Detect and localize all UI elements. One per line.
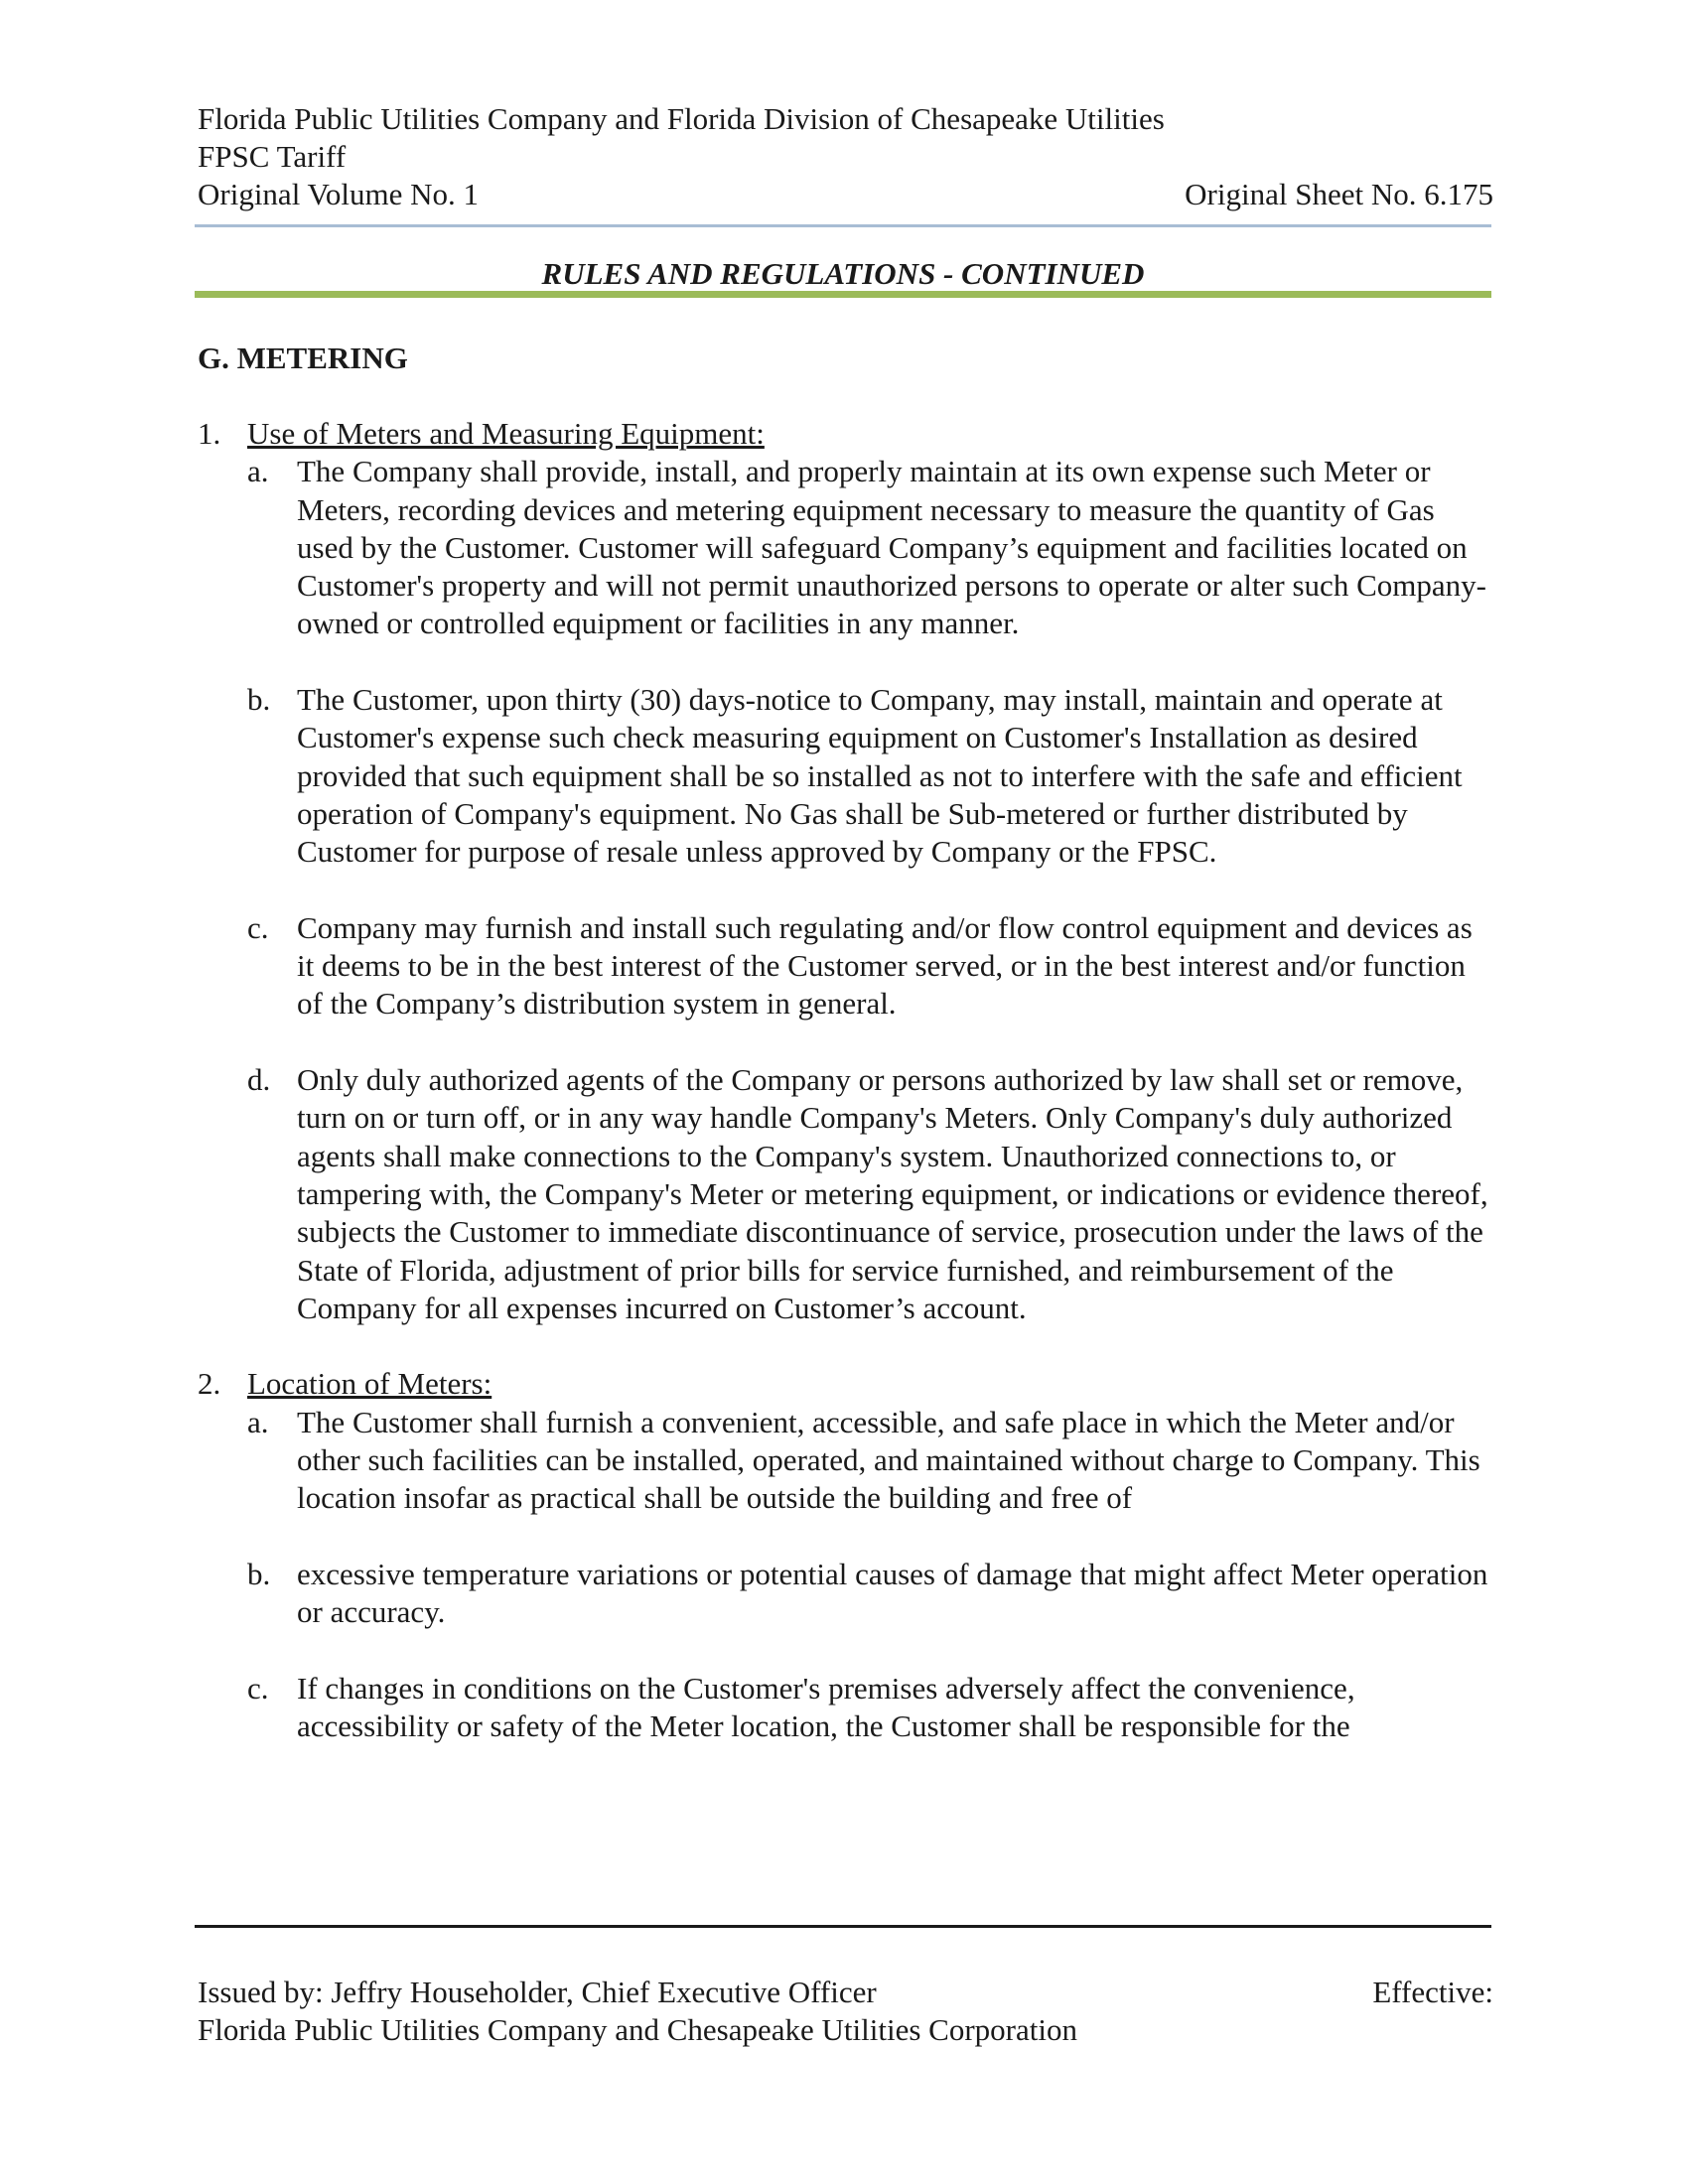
- sub-item: [247, 1404, 1493, 1518]
- sub-item-letter: b.: [247, 1556, 271, 1591]
- list-item: [198, 1365, 1493, 1403]
- header-divider: [195, 224, 1491, 227]
- document-body: [198, 415, 1493, 1745]
- section-banner: RULES AND REGULATIONS - CONTINUED: [541, 256, 1145, 291]
- footer-company: Florida Public Utilities Company and Chesapeake Utilities Corporation: [198, 2012, 1077, 2047]
- sub-item: [247, 1556, 1493, 1632]
- sub-item-letter: d.: [247, 1062, 271, 1098]
- sub-item-text: Company may furnish and install such regulating and/or flow control equipment and devices as it deems to be in the best interest of the Customer served, or in the best interest and/or function of the Company’s distribution system in general.: [297, 909, 1473, 1022]
- sub-item-text: The Customer, upon thirty (30) days-notice to Company, may install, maintain and operate at Customer's expense such check measuring equipment on Customer's Installation as desired provided that such equipment shall be so installed as not to interfere with the safe and efficient operation of Company's equipment. No Gas shall be Sub-metered or further distributed by Customer for purpose of resale unless approved by Company or the FPSC.: [297, 682, 1463, 870]
- list-item: [198, 415, 1493, 453]
- item-heading: Location of Meters:: [247, 1366, 492, 1402]
- footer-issued-by: Issued by: Jeffry Householder, Chief Executive Officer: [198, 1975, 877, 2009]
- header-sheet-number: Original Sheet No. 6.175: [1185, 177, 1493, 211]
- sub-item-text: The Customer shall furnish a convenient, accessible, and safe place in which the Meter and/or other such facilities can be installed, operated, and maintained without charge to Company. This location insofar as practical shall be outside the building and free of: [297, 1404, 1480, 1516]
- sub-item-text: The Company shall provide, install, and properly maintain at its own expense such Meter or Meters, recording devices and metering equipment necessary to measure the quantity of Gas used by the Customer. Customer will safeguard Company’s equipment and facilities located on Customer's property and will not permit unauthorized persons to operate or alter such Company-owned or controlled equipment or facilities in any manner.: [297, 454, 1486, 641]
- sub-item-letter: b.: [247, 682, 271, 718]
- section-title: G. METERING: [198, 341, 408, 375]
- sub-item: [247, 1670, 1493, 1746]
- header-company-line: Florida Public Utilities Company and Florida Division of Chesapeake Utilities: [198, 101, 1165, 136]
- sub-item: [247, 1061, 1493, 1327]
- header-tariff-line: FPSC Tariff: [198, 139, 347, 174]
- sub-item: [247, 909, 1493, 1024]
- sub-item: [247, 681, 1493, 871]
- item-heading: Use of Meters and Measuring Equipment:: [247, 416, 765, 451]
- banner-divider: [195, 291, 1491, 298]
- footer-effective: Effective:: [1372, 1975, 1493, 2009]
- sub-item-letter: c.: [247, 909, 269, 945]
- header-volume: Original Volume No. 1: [198, 177, 480, 211]
- sub-item-letter: a.: [247, 1404, 269, 1439]
- sub-item-text: If changes in conditions on the Customer's premises adversely affect the convenience, accessibility or safety of the Meter location, the Customer shall be responsible for the: [297, 1670, 1355, 1744]
- sub-item-letter: c.: [247, 1670, 269, 1706]
- sub-item-text: excessive temperature variations or potential causes of damage that might affect Meter operation or accuracy.: [297, 1556, 1488, 1630]
- sub-item-text: Only duly authorized agents of the Company or persons authorized by law shall set or remove, turn on or turn off, or in any way handle Company's Meters. Only Company's duly authorized agents shall make connections to the Company's system. Unauthorized connections to, or tampering with, the Company's Meter or metering equipment, or indications or evidence thereof, subjects the Customer to immediate discontinuance of service, prosecution under the laws of the State of Florida, adjustment of prior bills for service furnished, and reimbursement of the Company for all expenses incurred on Customer’s account.: [297, 1062, 1488, 1325]
- item-number: 2.: [198, 1366, 221, 1402]
- footer-divider: [195, 1925, 1491, 1928]
- sub-item: [247, 453, 1493, 642]
- sub-item-letter: a.: [247, 454, 269, 489]
- item-number: 1.: [198, 416, 221, 451]
